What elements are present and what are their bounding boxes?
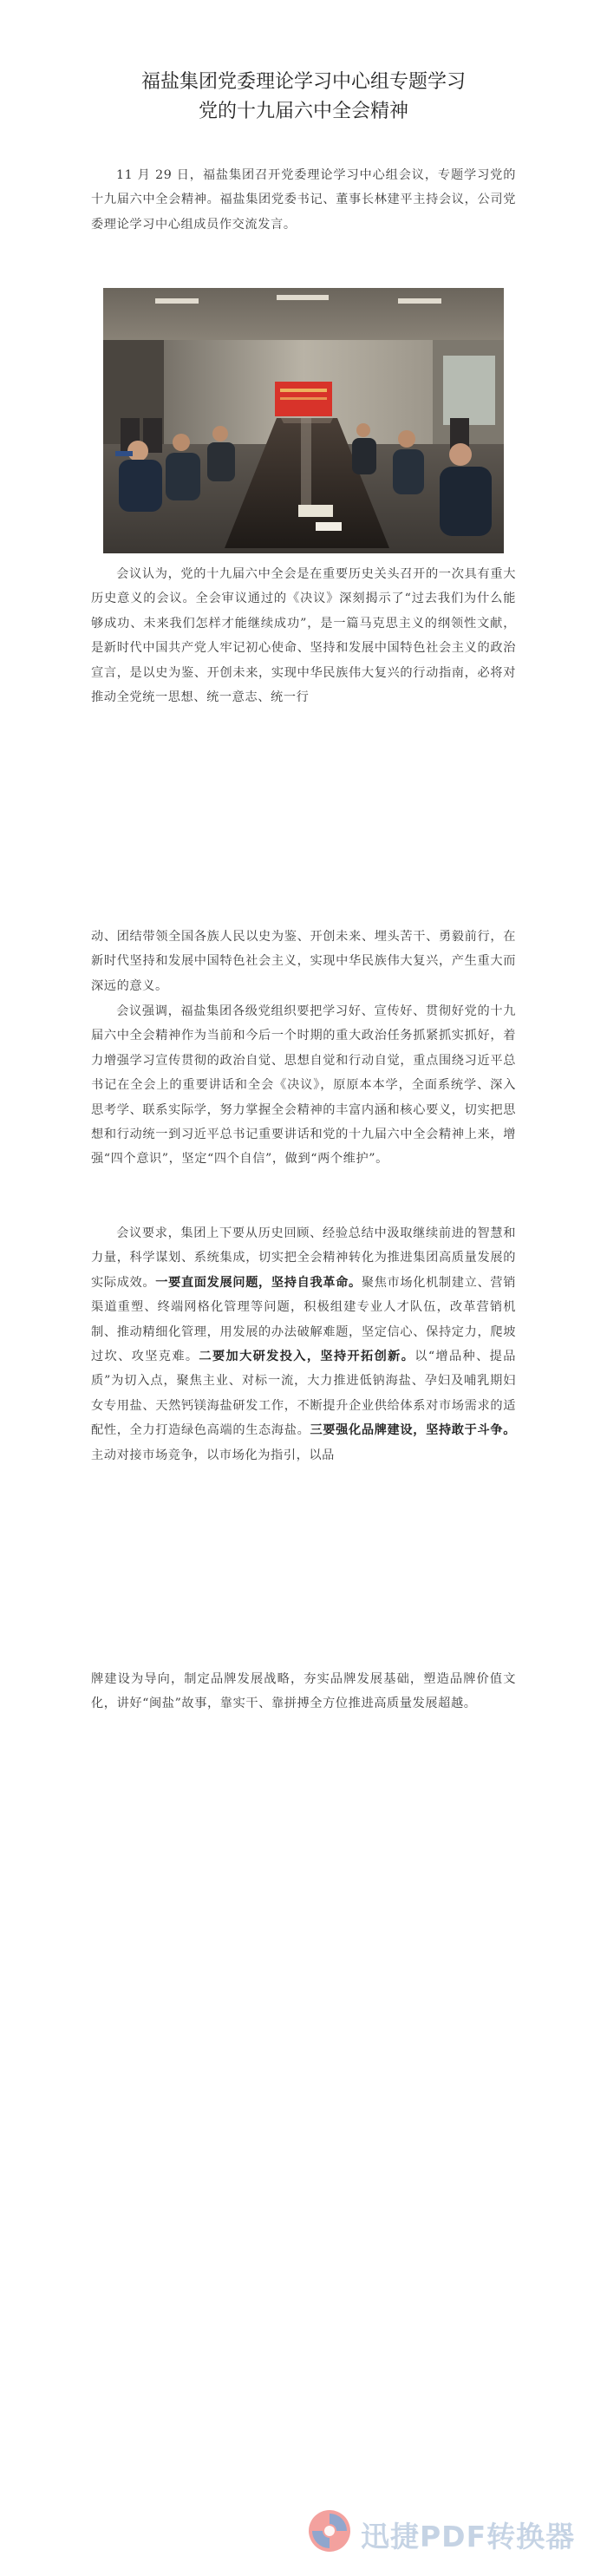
converter-logo-icon (307, 2508, 352, 2553)
meeting-room-image (103, 288, 504, 553)
requirement-3-text: 主动对接市场竞争，以市场化为指引，以品 (91, 1448, 335, 1462)
requirement-1-heading: 一要直面发展问题，坚持自我革命。 (155, 1275, 362, 1290)
title-line-1: 福盐集团党委理论学习中心组专题学习 (140, 71, 466, 93)
paragraph-intro (91, 163, 516, 237)
watermark-text: 迅捷PDF转换器 (361, 2520, 576, 2553)
paragraph-brand-text: 牌建设为导向，制定品牌发展战略，夯实品牌发展基础，塑造品牌价值文化，讲好“闽盐”故事，靠实干、靠拼搏全方位推进高质量发展超越。 (91, 1672, 516, 1711)
paragraph-assessment-part2 (91, 925, 516, 998)
paragraph-requirements-intro: 会议要求，集团上下要从历史回顾、经验总结中汲取继续前进的智慧和力量，科学谋划、系统集成，切实把全会精神转化为推进集团高质量发展的实际成效。 (91, 1226, 516, 1290)
watermark (307, 2503, 593, 2559)
title-line-2: 党的十九届六中全会精神 (198, 101, 408, 122)
requirement-3-heading: 三要强化品牌建设，坚持敢于斗争。 (310, 1423, 516, 1438)
paragraph-emphasis-text: 会议强调，福盐集团各级党组织要把学习好、宣传好、贯彻好党的十九届六中全会精神作为当前和今后一个时期的重大政治任务抓紧抓实抓好，着力增强学习宣传贯彻的政治自觉、思想自觉和行动自觉，重点围绕习近平总书记在全会上的重要讲话和全会《决议》，原原本本学，全面系统学、深入思考学、联系实际学，努力掌握全会精神的丰富内涵和核心要义，切实把思想和行动统一到习近平总书记重要讲话和党的十九届六中全会精神上来，增强“四个意识”，坚定“四个自信”，做到“两个维护”。 (91, 1004, 516, 1167)
requirement-1-text: 聚焦市场化机制建立、营销渠道重塑、终端网格化管理等问题，积极组建专业人才队伍，改革营销机制、推动精细化管理，用发展的办法破解难题，坚定信心、保持定力，爬坡过坎、攻坚克难。 (91, 1275, 516, 1364)
paragraph-emphasis (91, 999, 516, 1172)
paragraph-assessment-part1 (91, 562, 516, 709)
paragraph-intro-text: 11 月 29 日，福盐集团召开党委理论学习中心组会议，专题学习党的十九届六中全会精神。福盐集团党委书记、董事长林建平主持会议，公司党委理论学习中心组成员作交流发言。 (91, 168, 516, 232)
paragraph-brand (91, 1667, 516, 1716)
paragraph-requirements (91, 1221, 516, 1468)
meeting-photo (103, 288, 504, 553)
paragraph-assessment-text-2: 动、团结带领全国各族人民以史为鉴、开创未来、埋头苦干、勇毅前行，在新时代坚持和发展中国特色社会主义，实现中华民族伟大复兴，产生重大而深远的意义。 (91, 930, 516, 993)
paragraph-assessment-text-1: 会议认为，党的十九届六中全会是在重要历史关头召开的一次具有重大历史意义的会议。全会审议通过的《决议》深刻揭示了“过去我们为什么能够成功、未来我们怎样才能继续成功”，是一篇马克思主义的纲领性文献，是新时代中国共产党人牢记初心使命、坚持和发展中国特色社会主义的政治宣言，是以史为鉴、开创未来，实现中华民族伟大复兴的行动指南，必将对推动全党统一思想、统一意志、统一行 (91, 567, 516, 705)
requirement-2-heading: 二要加大研发投入，坚持开拓创新。 (199, 1350, 415, 1364)
requirement-2-text: 以“增品种、提品质”为切入点，聚焦主业、对标一流，大力推进低钠海盐、孕妇及哺乳期妇女专用盐、天然钙镁海盐研发工作，不断提升企业供给体系对市场需求的适配性，全力打造绿色高端的生态海盐。 (91, 1350, 516, 1438)
page-title (78, 68, 529, 127)
